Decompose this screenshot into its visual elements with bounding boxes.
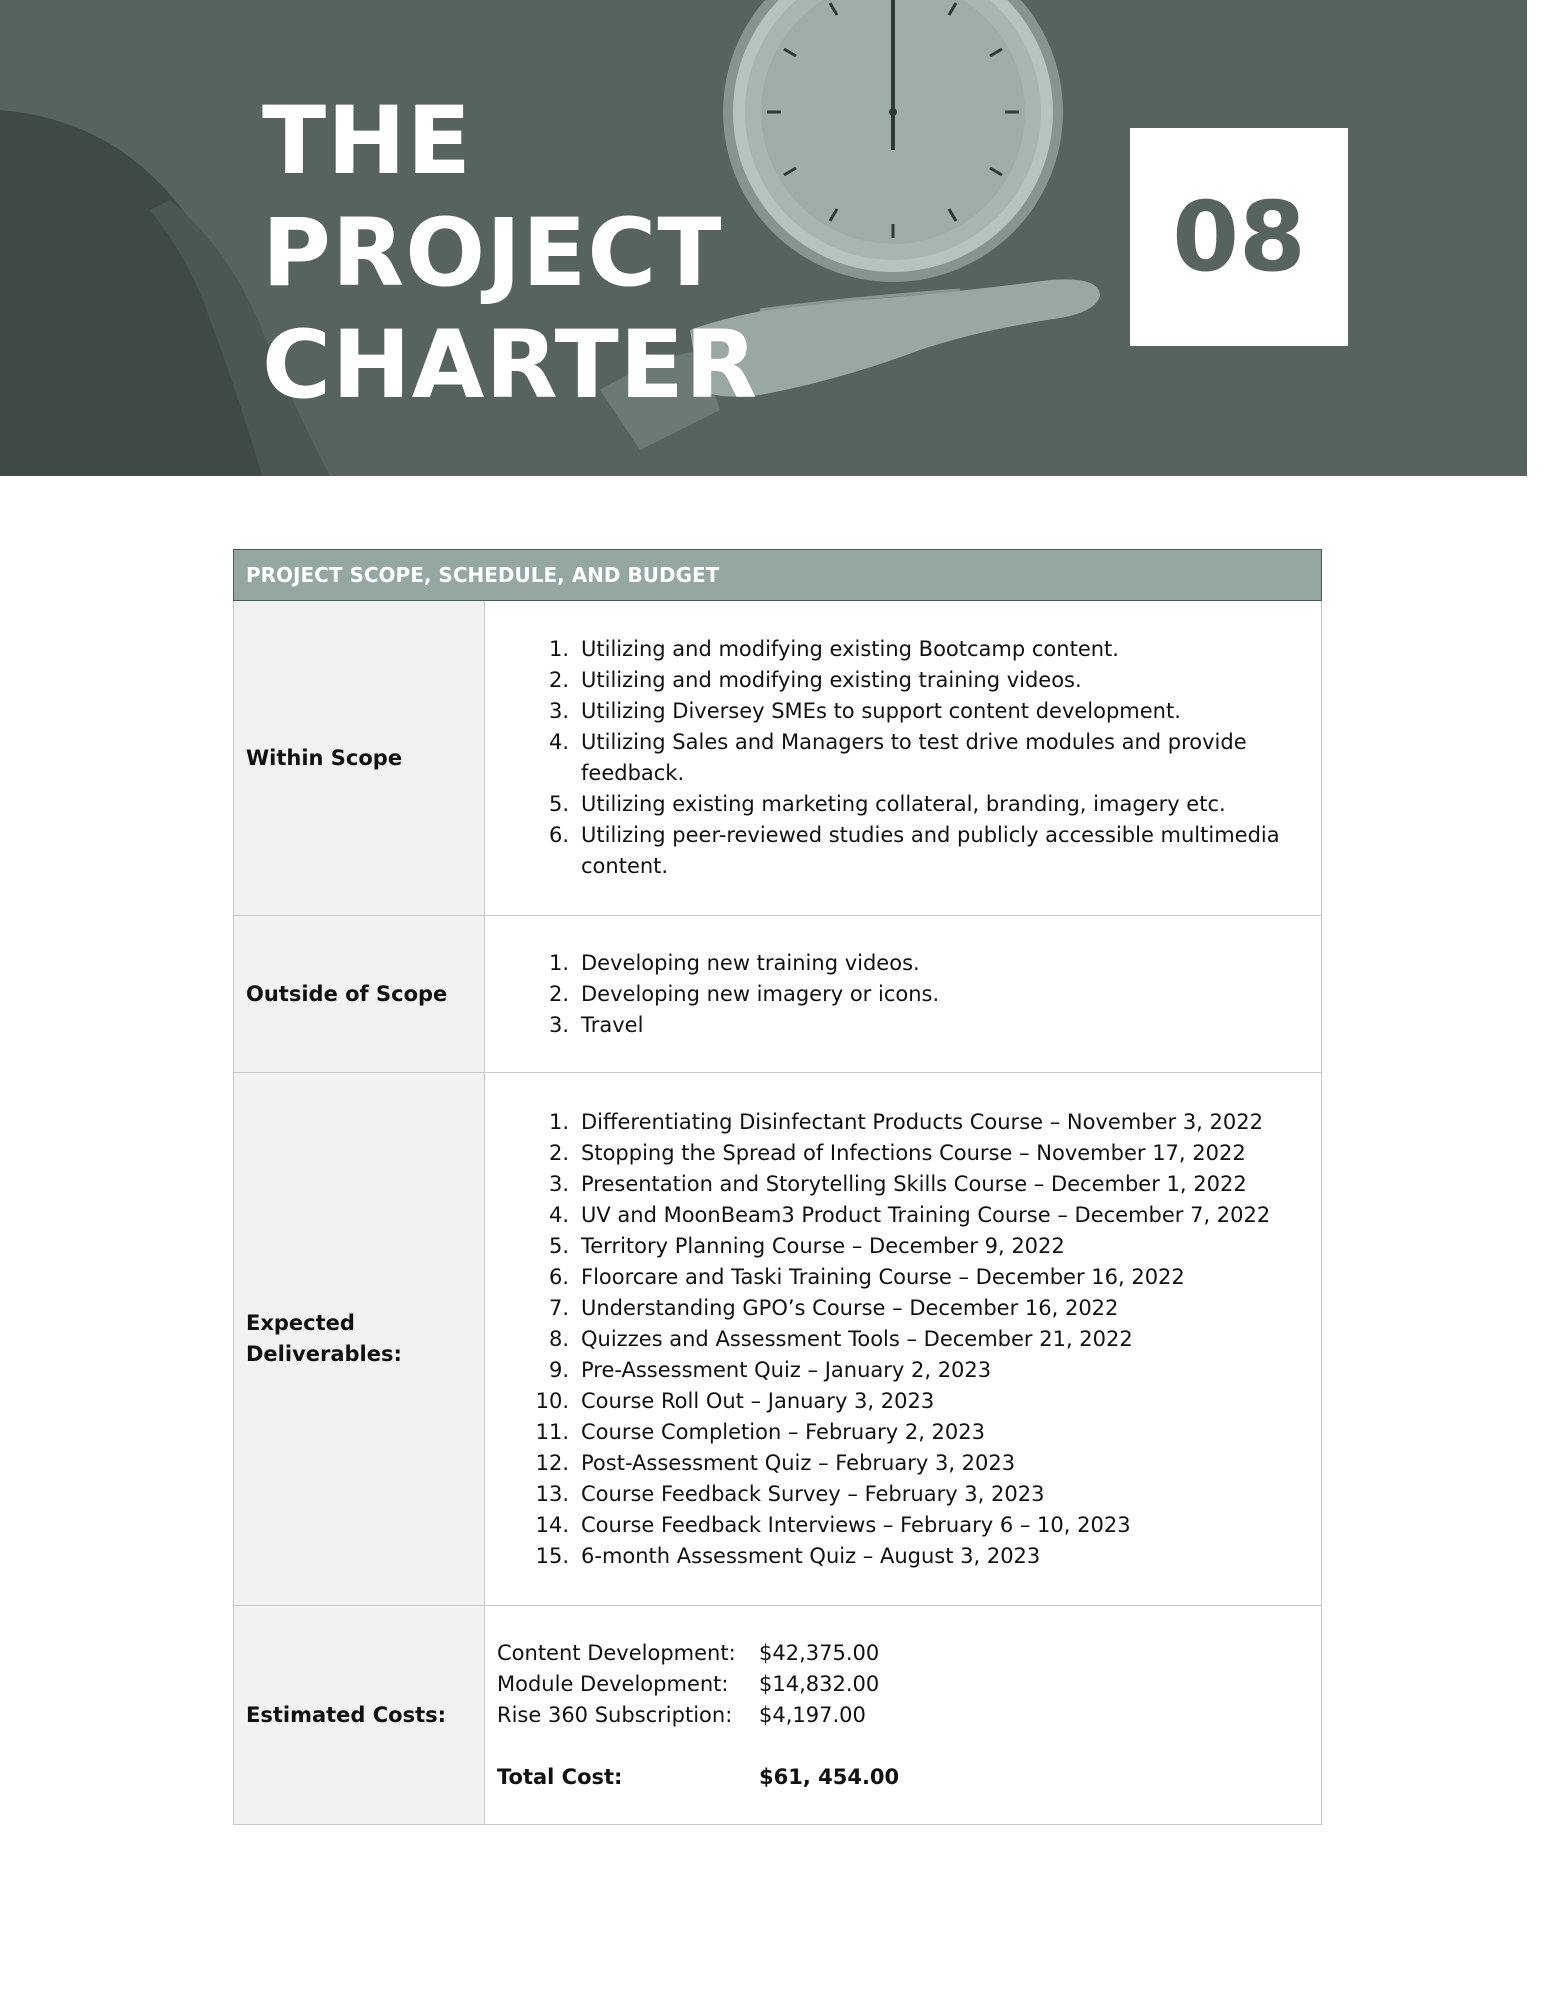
- table-header-row: [234, 550, 1322, 601]
- deliverables-label-line-2: Deliverables:: [246, 1342, 402, 1366]
- within-scope-label: Within Scope: [234, 601, 485, 916]
- list-item: Course Roll Out – January 3, 2023: [581, 1388, 935, 1413]
- deliverables-label: [234, 1073, 485, 1606]
- list-item: Developing new training videos.: [581, 950, 920, 975]
- table-heading: PROJECT SCOPE, SCHEDULE, AND BUDGET: [234, 550, 1322, 601]
- list-item: Utilizing peer-reviewed studies and publicly accessible multimedia content.: [581, 823, 1280, 878]
- cost-value: $4,197.00: [759, 1702, 866, 1727]
- deliverables-list: [485, 1107, 1309, 1572]
- table-row-outside-scope: [234, 916, 1322, 1073]
- deliverables-content: [485, 1073, 1322, 1606]
- table-row-costs: [234, 1606, 1322, 1825]
- total-cost-line: [497, 1762, 1309, 1793]
- page-number: 08: [1172, 181, 1306, 293]
- list-item: Course Completion – February 2, 2023: [581, 1419, 986, 1444]
- header-banner: [0, 0, 1527, 476]
- costs-label: Estimated Costs:: [234, 1606, 485, 1825]
- costs-content: [485, 1606, 1322, 1825]
- list-item: Utilizing Sales and Managers to test drive modules and provide feedback.: [581, 730, 1247, 785]
- list-item: Understanding GPO’s Course – December 16, 2022: [581, 1295, 1119, 1320]
- list-item: Utilizing and modifying existing training videos.: [581, 668, 1082, 692]
- list-item: Stopping the Spread of Infections Course – November 17, 2022: [581, 1140, 1246, 1165]
- within-scope-list: [485, 634, 1309, 882]
- list-item: Floorcare and Taski Training Course – December 16, 2022: [581, 1264, 1185, 1289]
- outside-scope-content: [485, 916, 1322, 1073]
- cost-value: $42,375.00: [759, 1640, 880, 1665]
- charter-table: [233, 549, 1322, 1825]
- list-item: Utilizing existing marketing collateral, branding, imagery etc.: [581, 792, 1226, 816]
- list-item: Differentiating Disinfectant Products Course – November 3, 2022: [581, 1109, 1263, 1134]
- list-item: UV and MoonBeam3 Product Training Course – December 7, 2022: [581, 1202, 1271, 1227]
- cost-line: [497, 1669, 1309, 1700]
- list-item: Territory Planning Course – December 9, 2022: [581, 1233, 1065, 1258]
- outside-scope-label: Outside of Scope: [234, 916, 485, 1073]
- list-item: Post-Assessment Quiz – February 3, 2023: [581, 1450, 1016, 1475]
- list-item: Quizzes and Assessment Tools – December 21, 2022: [581, 1326, 1133, 1351]
- cost-label: Rise 360 Subscription:: [497, 1702, 733, 1727]
- title-line-1: THE: [262, 87, 473, 196]
- cost-breakdown: [485, 1638, 1309, 1793]
- title-line-3: CHARTER: [262, 311, 759, 420]
- list-item: Pre-Assessment Quiz – January 2, 2023: [581, 1357, 992, 1382]
- table-row-deliverables: [234, 1073, 1322, 1606]
- outside-scope-list: [485, 948, 1309, 1041]
- cost-label: Module Development:: [497, 1671, 729, 1696]
- deliverables-label-line-1: Expected: [246, 1311, 355, 1335]
- list-item: Course Feedback Survey – February 3, 2023: [581, 1481, 1045, 1506]
- total-cost-label: Total Cost:: [497, 1764, 623, 1789]
- list-item: Utilizing Diversey SMEs to support content development.: [581, 699, 1181, 723]
- within-scope-content: [485, 601, 1322, 916]
- list-item: Presentation and Storytelling Skills Course – December 1, 2022: [581, 1171, 1247, 1196]
- table-row-within-scope: [234, 601, 1322, 916]
- page-number-box: [1130, 128, 1348, 346]
- cost-label: Content Development:: [497, 1640, 736, 1665]
- cost-line: [497, 1700, 1309, 1731]
- list-item: Course Feedback Interviews – February 6 – 10, 2023: [581, 1512, 1131, 1537]
- list-item: Utilizing and modifying existing Bootcamp content.: [581, 637, 1119, 661]
- cost-line: [497, 1638, 1309, 1669]
- list-item: Travel: [581, 1012, 644, 1037]
- page-title: [262, 86, 758, 422]
- list-item: 6-month Assessment Quiz – August 3, 2023: [581, 1543, 1041, 1568]
- title-line-2: PROJECT: [262, 199, 723, 308]
- total-cost-value: $61, 454.00: [759, 1764, 900, 1789]
- cost-value: $14,832.00: [759, 1671, 880, 1696]
- list-item: Developing new imagery or icons.: [581, 981, 940, 1006]
